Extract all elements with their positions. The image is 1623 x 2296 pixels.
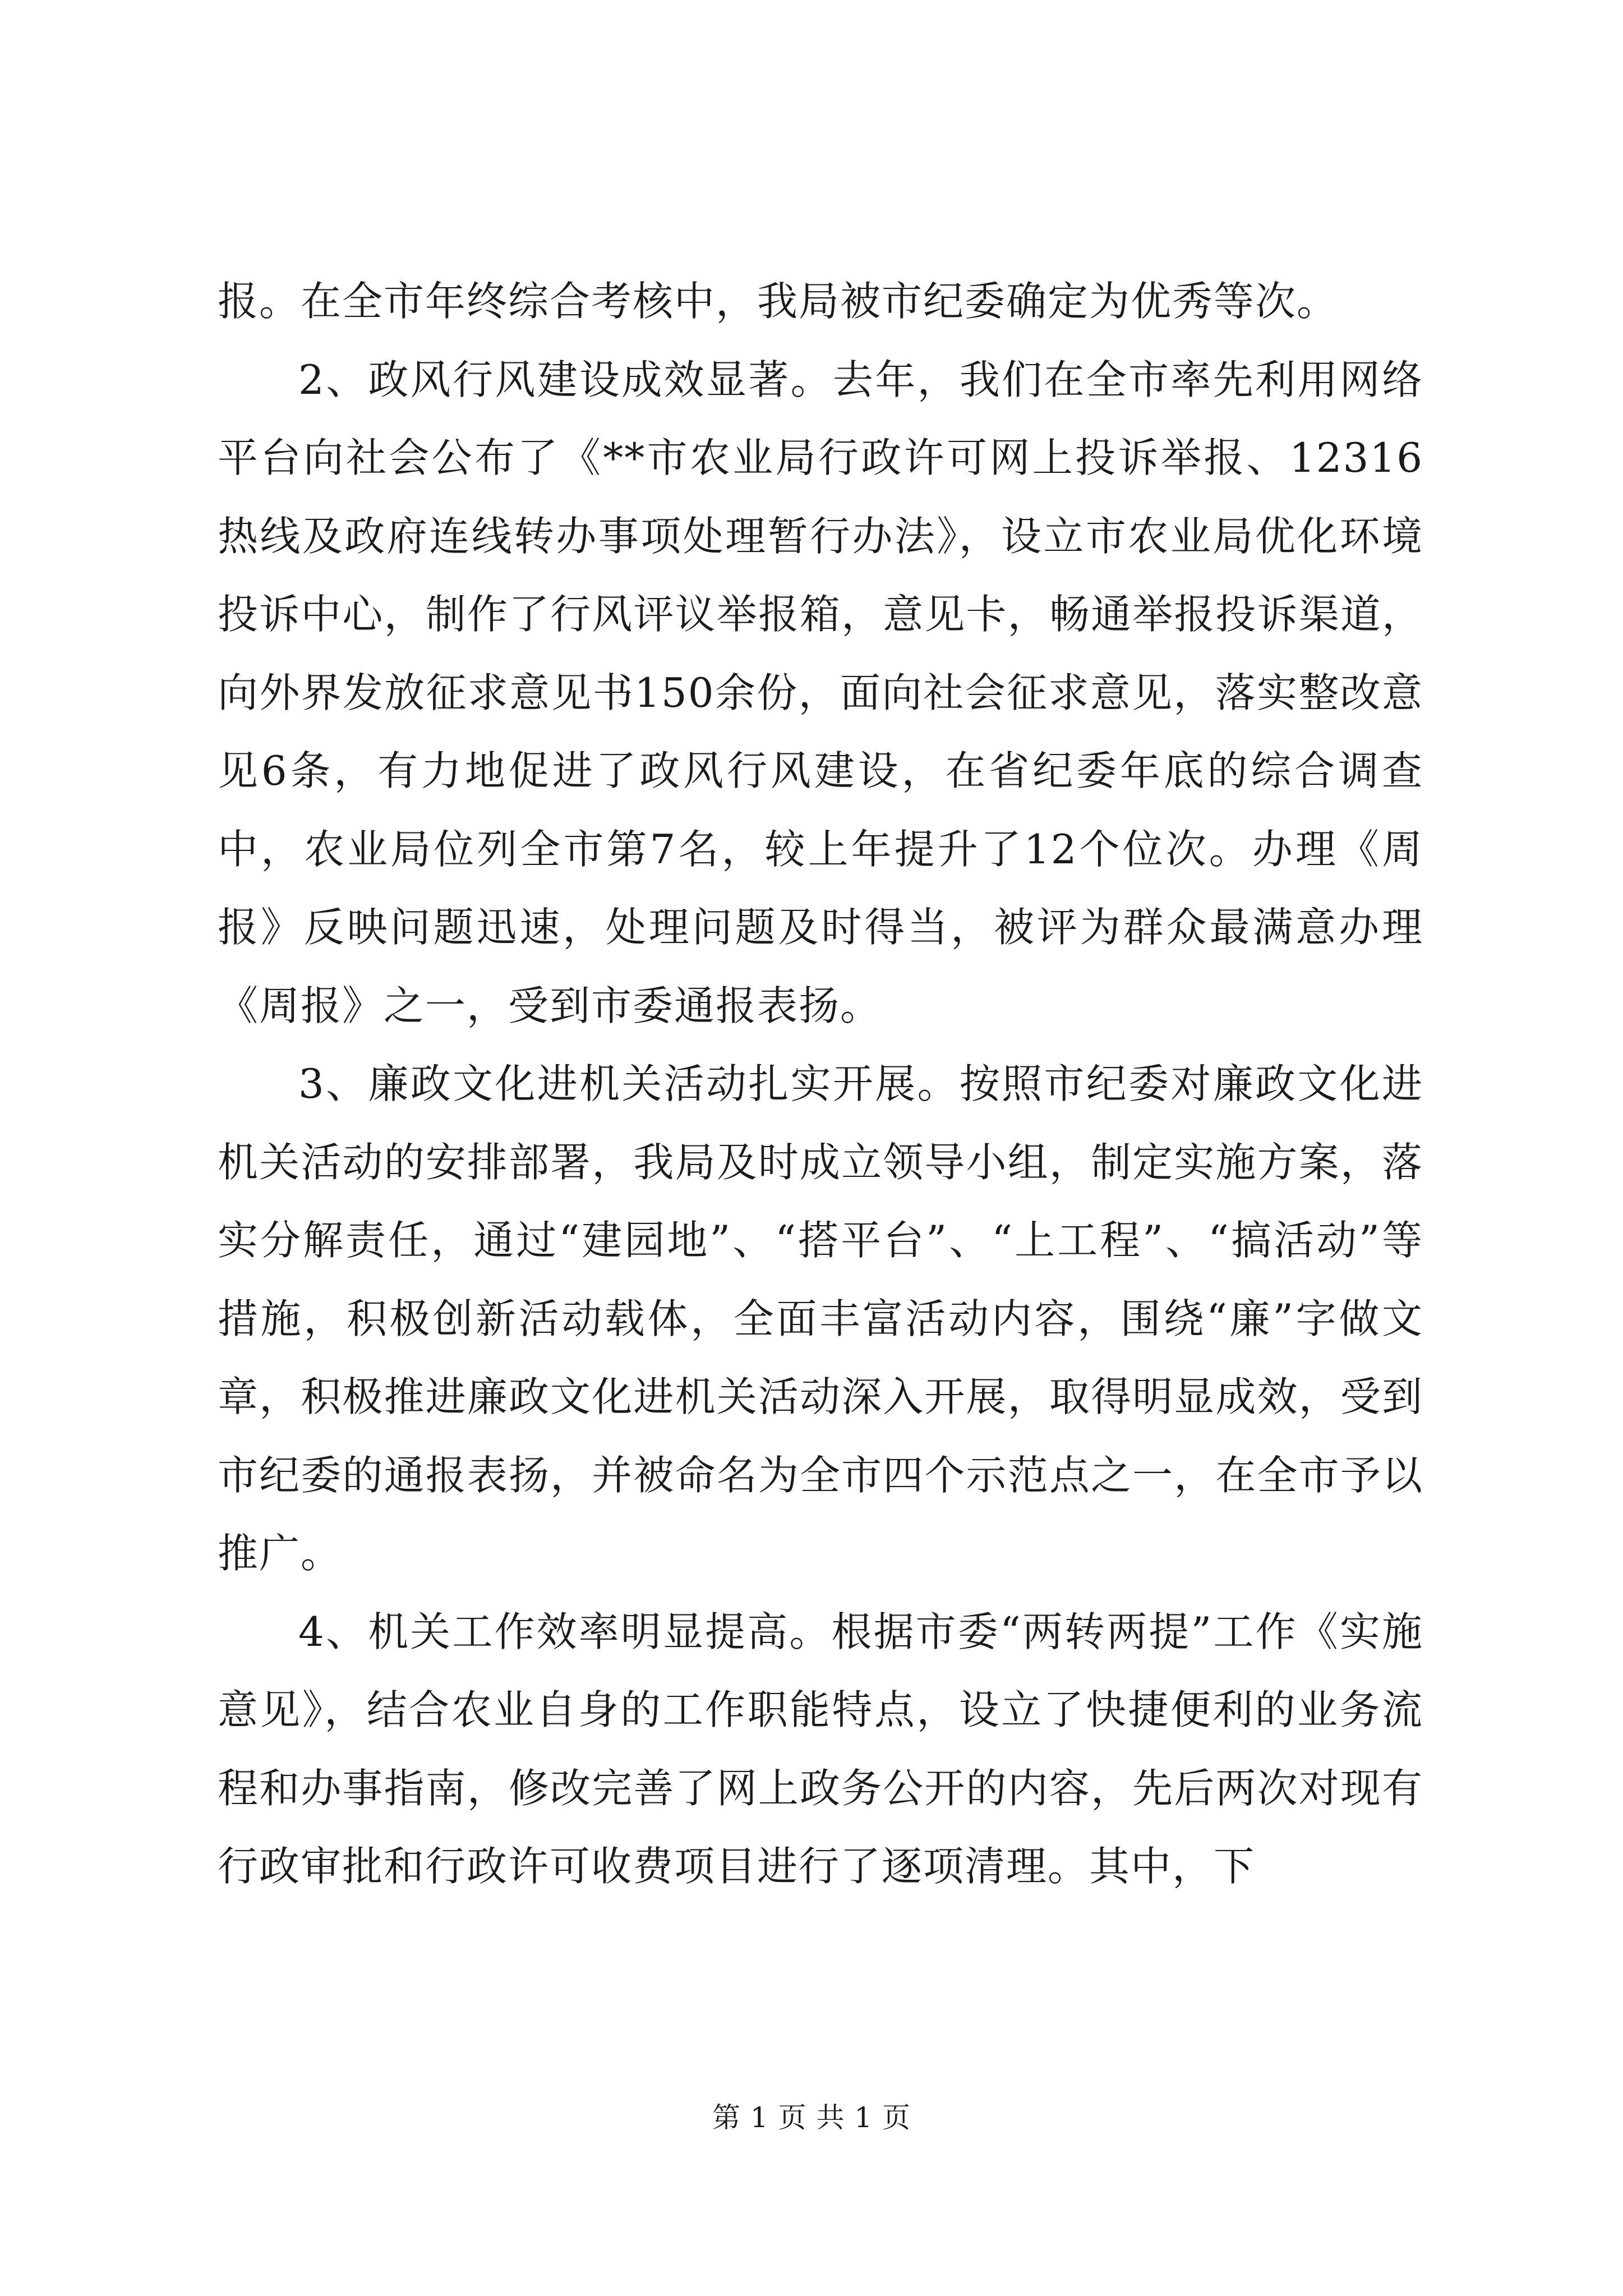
paragraph-continuation: 报。在全市年终综合考核中，我局被市纪委确定为优秀等次。: [218, 278, 1339, 325]
page-footer: 第 1 页 共 1 页: [712, 2101, 911, 2134]
document-body: [218, 263, 1423, 1906]
paragraph-item-3: 3、廉政文化进机关活动扎实开展。按照市纪委对廉政文化进机关活动的安排部署，我局及时成立领导小组，制定实施方案，落实分解责任，通过“建园地”、“搭平台”、“上工程”、“搞活动”等措施，积极创新活动载体，全面丰富活动内容，围绕“廉”字做文章，积极推进廉政文化进机关活动深入开展，取得明显成效，受到市纪委的通报表扬，并被命名为全市四个示范点之一，在全市予以推广。: [218, 1060, 1423, 1577]
paragraph-item-2: 2、政风行风建设成效显著。去年，我们在全市率先利用网络平台向社会公布了《**市农业局行政许可网上投诉举报、12316热线及政府连线转办事项处理暂行办法》，设立市农业局优化环境投诉中心，制作了行风评议举报箱，意见卡，畅通举报投诉渠道，向外界发放征求意见书150余份，面向社会征求意见，落实整改意见6条，有力地促进了政风行风建设，在省纪委年底的综合调查中，农业局位列全市第7名，较上年提升了12个位次。办理《周报》反映问题迅速，处理问题及时得当，被评为群众最满意办理《周报》之一，受到市委通报表扬。: [218, 356, 1423, 1029]
paragraph-item-4: 4、机关工作效率明显提高。根据市委“两转两提”工作《实施意见》，结合农业自身的工作职能特点，设立了快捷便利的业务流程和办事指南，修改完善了网上政务公开的内容，先后两次对现有行政审批和行政许可收费项目进行了逐项清理。其中，下: [218, 1608, 1423, 1890]
